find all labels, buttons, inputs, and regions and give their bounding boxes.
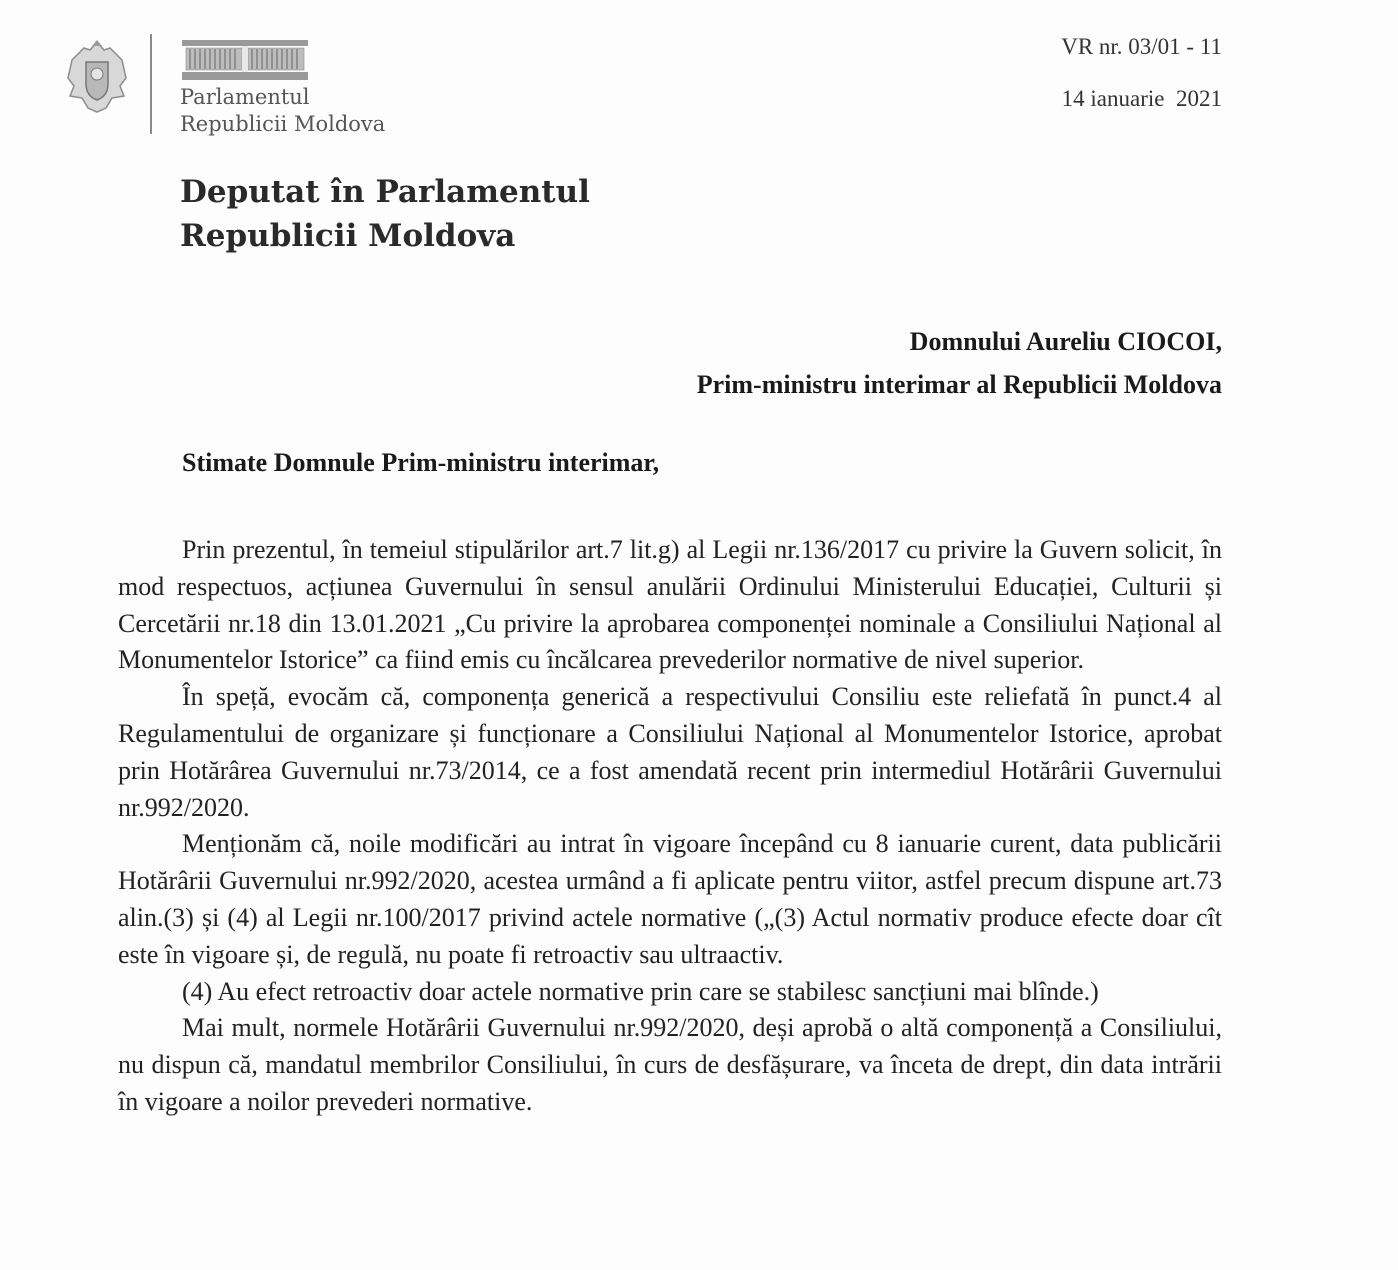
paragraph: În speță, evocăm că, componența generică a respectivului Consiliu este reliefată în punct.4 al Regulamentului de organizare și funcționare a Consiliului Național al Monumentelor Istorice, aprobat prin Hotărârea Guvernului nr.73/2014, ce a fost amendată recent prin intermediul Hotărârii Guvernului nr.992/2020. — [118, 682, 1222, 822]
parliament-building-icon — [180, 36, 310, 82]
addressee-block — [697, 320, 1222, 406]
paragraph: Menționăm că, noile modificări au intrat în vigoare începând cu 8 ianuarie curent, data publicării Hotărârii Guvernului nr.992/2020, acestea urmând a fi aplicate pentru viitor, astfel precum dispune art.73 alin.(3) și (4) al Legii nr.100/2017 privind actele normative („(3) Actul normativ produce efecte doar cît este în vigoare și, de regulă, nu poate fi retroactiv sau ultraactiv. — [118, 829, 1222, 969]
letter-body — [118, 532, 1222, 1121]
coat-of-arms-icon — [64, 38, 130, 116]
institution-name — [180, 84, 385, 138]
paragraph: Prin prezentul, în temeiul stipulărilor art.7 lit.g) al Legii nr.136/2017 cu privire la Guvern solicit, în mod respectuos, acțiunea Guvernului în sensul anulării Ordinului Ministerului Educației, Culturii și Cercetării nr.18 din 13.01.2021 „Cu privire la aprobarea componenței nominale a Consiliului Național al Monumentelor Istorice” ca fiind emis cu încălcarea prevederilor normative de nivel superior. — [118, 535, 1222, 675]
addressee-title: Prim-ministru interimar al Republicii Moldova — [696, 370, 1222, 399]
addressee-name: Domnului Aureliu CIOCOI, — [909, 327, 1222, 356]
sender-title — [180, 170, 590, 258]
reference-number: VR nr. 03/01 - 11 — [1061, 34, 1222, 59]
paragraph: Mai mult, normele Hotărârii Guvernului nr.992/2020, deși aprobă o altă componență a Consiliului, nu dispun că, mandatul membrilor Consiliului, în curs de desfășurare, va înceta de drept, din data intrării în vigoare a noilor prevederi normative. — [118, 1013, 1222, 1116]
reference-block — [1061, 32, 1222, 136]
institution-line2: Republicii Moldova — [180, 112, 386, 136]
sender-line1: Deputat în Parlamentul — [180, 174, 590, 210]
paragraph: (4) Au efect retroactiv doar actele normative prin care se stabilesc sancțiuni mai blînde.) — [182, 976, 1099, 1006]
header-divider — [150, 34, 152, 134]
document-date: 14 ianuarie 2021 — [1061, 86, 1222, 111]
institution-line1: Parlamentul — [180, 85, 310, 109]
salutation: Stimate Domnule Prim-ministru interimar, — [182, 448, 660, 477]
sender-line2: Republicii Moldova — [180, 218, 516, 254]
